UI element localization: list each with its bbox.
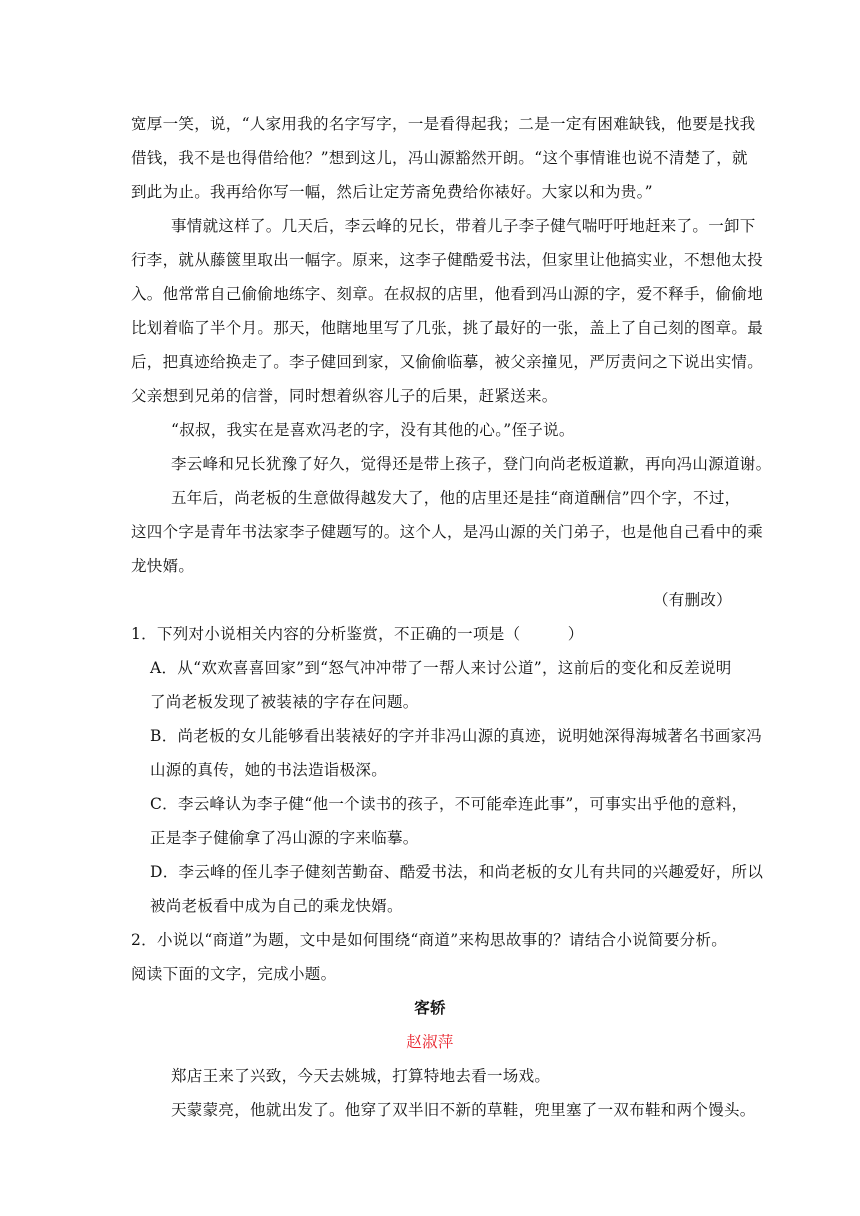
option-d-line[interactable]: D．李云峰的侄儿李子健刻苦勤奋、酷爱书法，和尚老板的女儿有共同的兴趣爱好，所以 (150, 863, 764, 881)
paragraph-line: 李云峰和兄长犹豫了好久，觉得还是带上孩子，登门向尚老板道歉，再向冯山源道谢。 (171, 455, 772, 473)
paragraph-line: 宽厚一笑，说，“人家用我的名字写字，一是看得起我；二是一定有困难缺钱，他要是找我 (131, 115, 756, 133)
paragraph-line: 五年后，尚老板的生意做得越发大了，他的店里还是挂“商道酬信”四个字，不过， (171, 489, 741, 507)
option-a-line[interactable]: A．从“欢欢喜喜回家”到“怒气冲冲带了一帮人来讨公道”，这前后的变化和反差说明 (150, 659, 732, 677)
dialogue-line: “叔叔，我实在是喜欢冯老的字，没有其他的心。”侄子说。 (171, 421, 575, 439)
paragraph-line: 行李，就从藤篋里取出一幅字。原来，这李子健酷爱书法，但家里让他搞实业，不想他太投 (131, 251, 764, 269)
question-1-stem: 1．下列对小说相关内容的分析鉴赏，不正确的一项是（ ） (131, 625, 584, 643)
question-2: 2．小说以“商道”为题，文中是如何围绕“商道”来构思故事的？请结合小说简要分析。 (131, 931, 728, 949)
paragraph-line: 借钱，我不是也得借给他？”想到这儿，冯山源豁然开朗。“这个事情谁也说不清楚了，就 (131, 149, 748, 167)
option-d-line[interactable]: 被尚老板看中成为自己的乘龙快婿。 (150, 897, 403, 915)
option-a-line[interactable]: 了尚老板发现了被装裱的字存在问题。 (150, 693, 419, 711)
paragraph-line: 事情就这样了。几天后，李云峰的兄长，带着儿子李子健气喘吁吁地赶来了。一卸下 (171, 217, 756, 235)
paragraph-line: 父亲想到兄弟的信誉，同时想着纵容儿子的后果，赶紧送来。 (131, 387, 558, 405)
option-c-line[interactable]: C．李云峰认为李子健“他一个读书的孩子，不可能牵连此事”，可事实出乎他的意料， (150, 795, 748, 813)
paragraph-line: 龙快婿。 (131, 557, 195, 575)
paragraph-line: 这四个字是青年书法家李子健题写的。这个人，是冯山源的关门弟子，也是他自己看中的乘 (131, 523, 764, 541)
paragraph-line: 入。他常常自己偷偷地练字、刻章。在叔叔的店里，他看到冯山源的字，爱不释手，偷偷地 (131, 285, 764, 303)
paragraph-line: 后，把真迹给换走了。李子健回到家，又偷偷临摹，被父亲撞见，严厉责问之下说出实情。 (131, 353, 764, 371)
paragraph-line: 比划着临了半个月。那天，他瞎地里写了几张，挑了最好的一张，盖上了自己刻的图章。最 (131, 319, 764, 337)
paragraph-line: 天蒙蒙亮，他就出发了。他穿了双半旧不新的草鞋，兜里塞了一双布鞋和两个馒头。 (171, 1101, 756, 1119)
option-b-line[interactable]: B．尚老板的女儿能够看出装裱好的字并非冯山源的真迹，说明她深得海城著名书画家冯 (150, 727, 763, 745)
reading-instruction: 阅读下面的文字，完成小题。 (131, 965, 337, 983)
paragraph-line: 到此为止。我再给你写一幅，然后让定芳斋免费给你裱好。大家以和为贵。” (131, 183, 653, 201)
paragraph-line: 郑店王来了兴致，今天去姚城，打算特地去看一场戏。 (171, 1067, 551, 1085)
option-b-line[interactable]: 山源的真传，她的书法造诣极深。 (150, 761, 388, 779)
option-c-line[interactable]: 正是李子健偷拿了冯山源的字来临摹。 (150, 829, 419, 847)
edit-note: （有删改） (652, 591, 732, 609)
story-author: 赵淑萍 (406, 1033, 454, 1051)
story-title: 客轿 (414, 998, 446, 1017)
